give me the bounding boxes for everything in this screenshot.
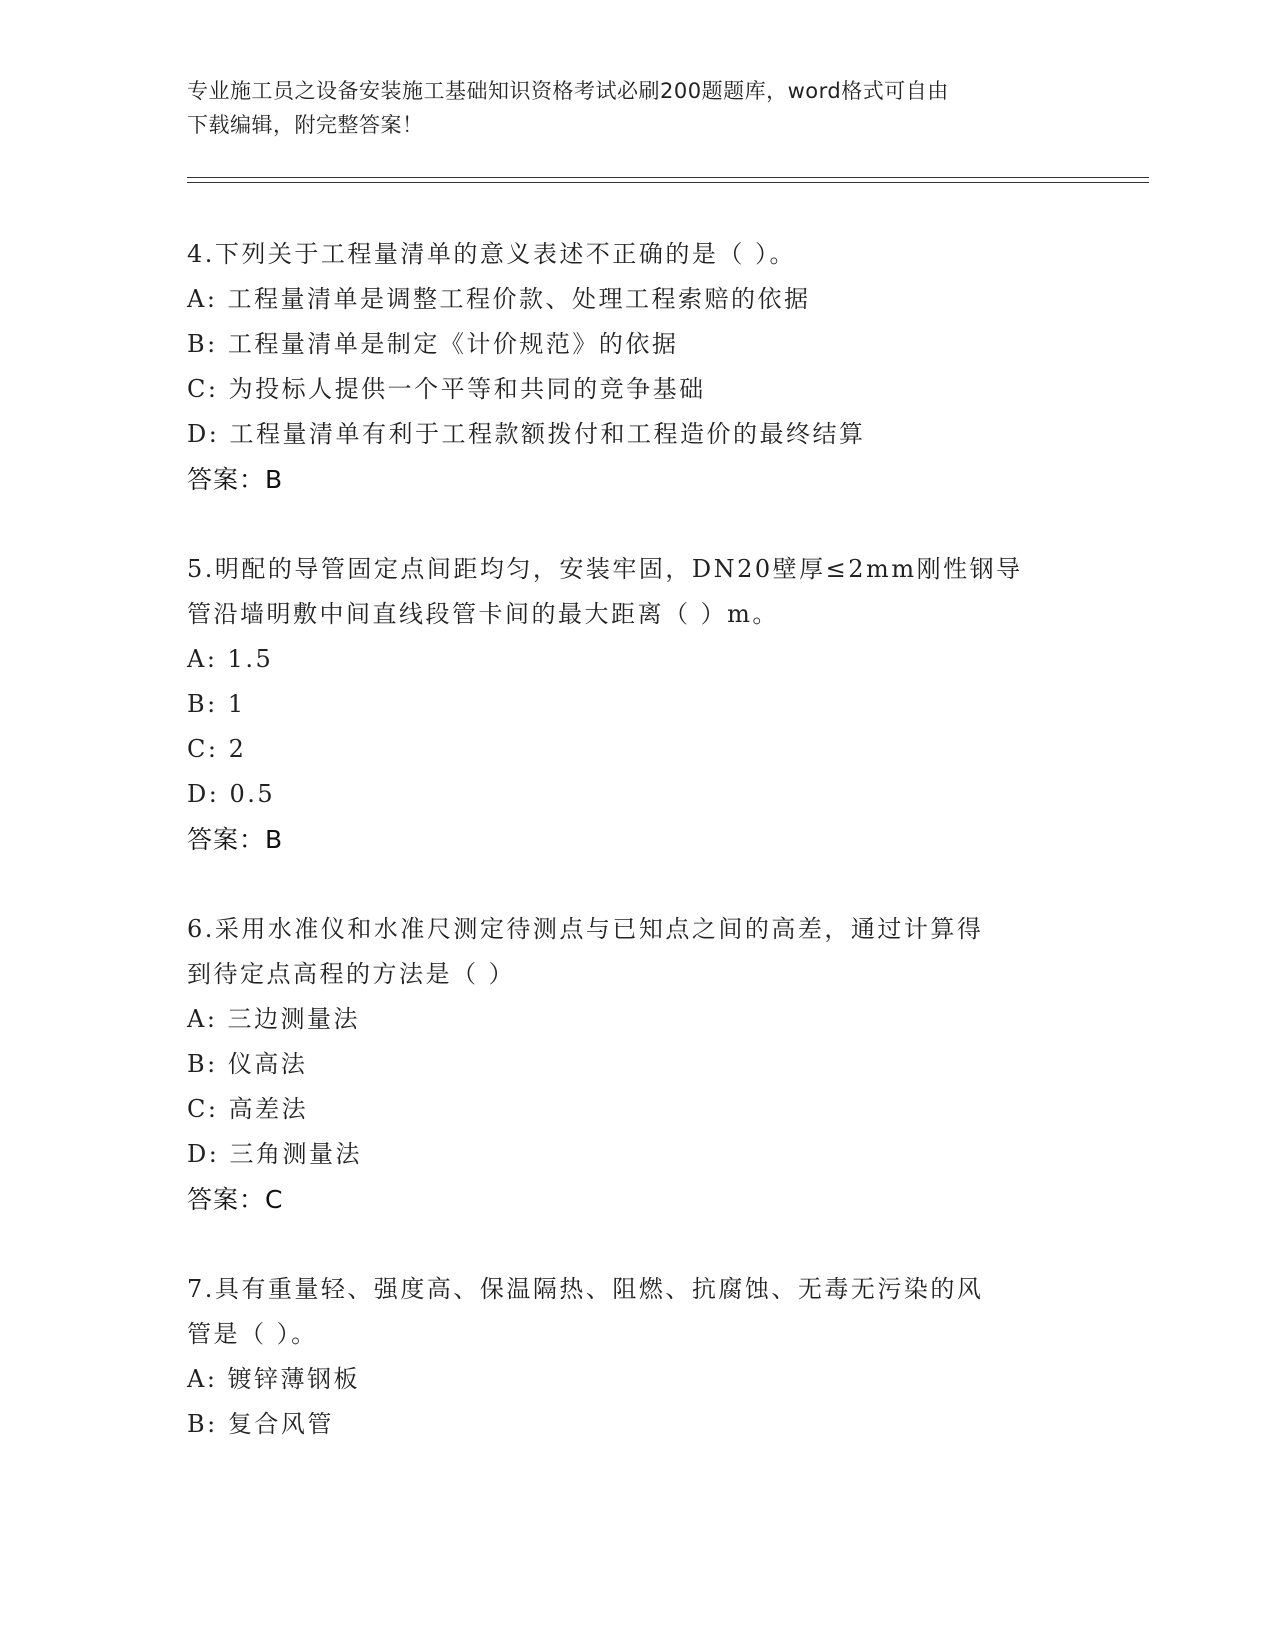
option-a: A: 镀锌薄钢板 [187, 1365, 361, 1393]
option-a: A: 三边测量法 [187, 1005, 361, 1033]
question-stem-continued: 到待定点高程的方法是（ ） [187, 960, 516, 988]
option-b: B: 工程量清单是制定《计价规范》的依据 [187, 330, 679, 358]
question-6 [187, 907, 1067, 1222]
question-stem-continued: 管沿墙明敷中间直线段管卡间的最大距离（ ）m。 [187, 600, 779, 628]
question-spacer [187, 502, 1067, 547]
option-c: C: 为投标人提供一个平等和共同的竞争基础 [187, 375, 706, 403]
question-5 [187, 547, 1067, 862]
option-a: A: 1.5 [187, 645, 274, 673]
header-line-2: 下载编辑，附完整答案！ [187, 113, 424, 137]
question-7 [187, 1267, 1067, 1447]
question-stem: 5.明配的导管固定点间距均匀，安装牢固，DN20壁厚≤2mm刚性钢导 [187, 555, 1023, 583]
answer: 答案：B [187, 825, 284, 854]
header-line-1: 专业施工员之设备安装施工基础知识资格考试必刷200题题库，word格式可自由 [187, 79, 949, 103]
option-d: D: 三角测量法 [187, 1140, 362, 1168]
answer: 答案：B [187, 465, 284, 494]
question-spacer [187, 862, 1067, 907]
question-stem-continued: 管是（ ）。 [187, 1320, 318, 1348]
question-list [187, 232, 1067, 1447]
answer: 答案：C [187, 1185, 284, 1214]
header-divider-top [187, 177, 1149, 178]
option-b: B: 1 [187, 690, 246, 718]
option-c: C: 高差法 [187, 1095, 309, 1123]
question-stem: 4.下列关于工程量清单的意义表述不正确的是（ ）。 [187, 240, 797, 268]
option-b: B: 复合风管 [187, 1410, 334, 1438]
header-divider-bottom [187, 182, 1149, 183]
document-header [187, 74, 1067, 142]
question-stem: 6.采用水准仪和水准尺测定待测点与已知点之间的高差，通过计算得 [187, 915, 984, 943]
option-b: B: 仪高法 [187, 1050, 308, 1078]
option-a: A: 工程量清单是调整工程价款、处理工程索赔的依据 [187, 285, 811, 313]
question-4 [187, 232, 1067, 502]
option-d: D: 工程量清单有利于工程款额拨付和工程造价的最终结算 [187, 420, 866, 448]
option-c: C: 2 [187, 735, 247, 763]
question-stem: 7.具有重量轻、强度高、保温隔热、阻燃、抗腐蚀、无毒无污染的风 [187, 1275, 984, 1303]
option-d: D: 0.5 [187, 780, 276, 808]
question-spacer [187, 1222, 1067, 1267]
